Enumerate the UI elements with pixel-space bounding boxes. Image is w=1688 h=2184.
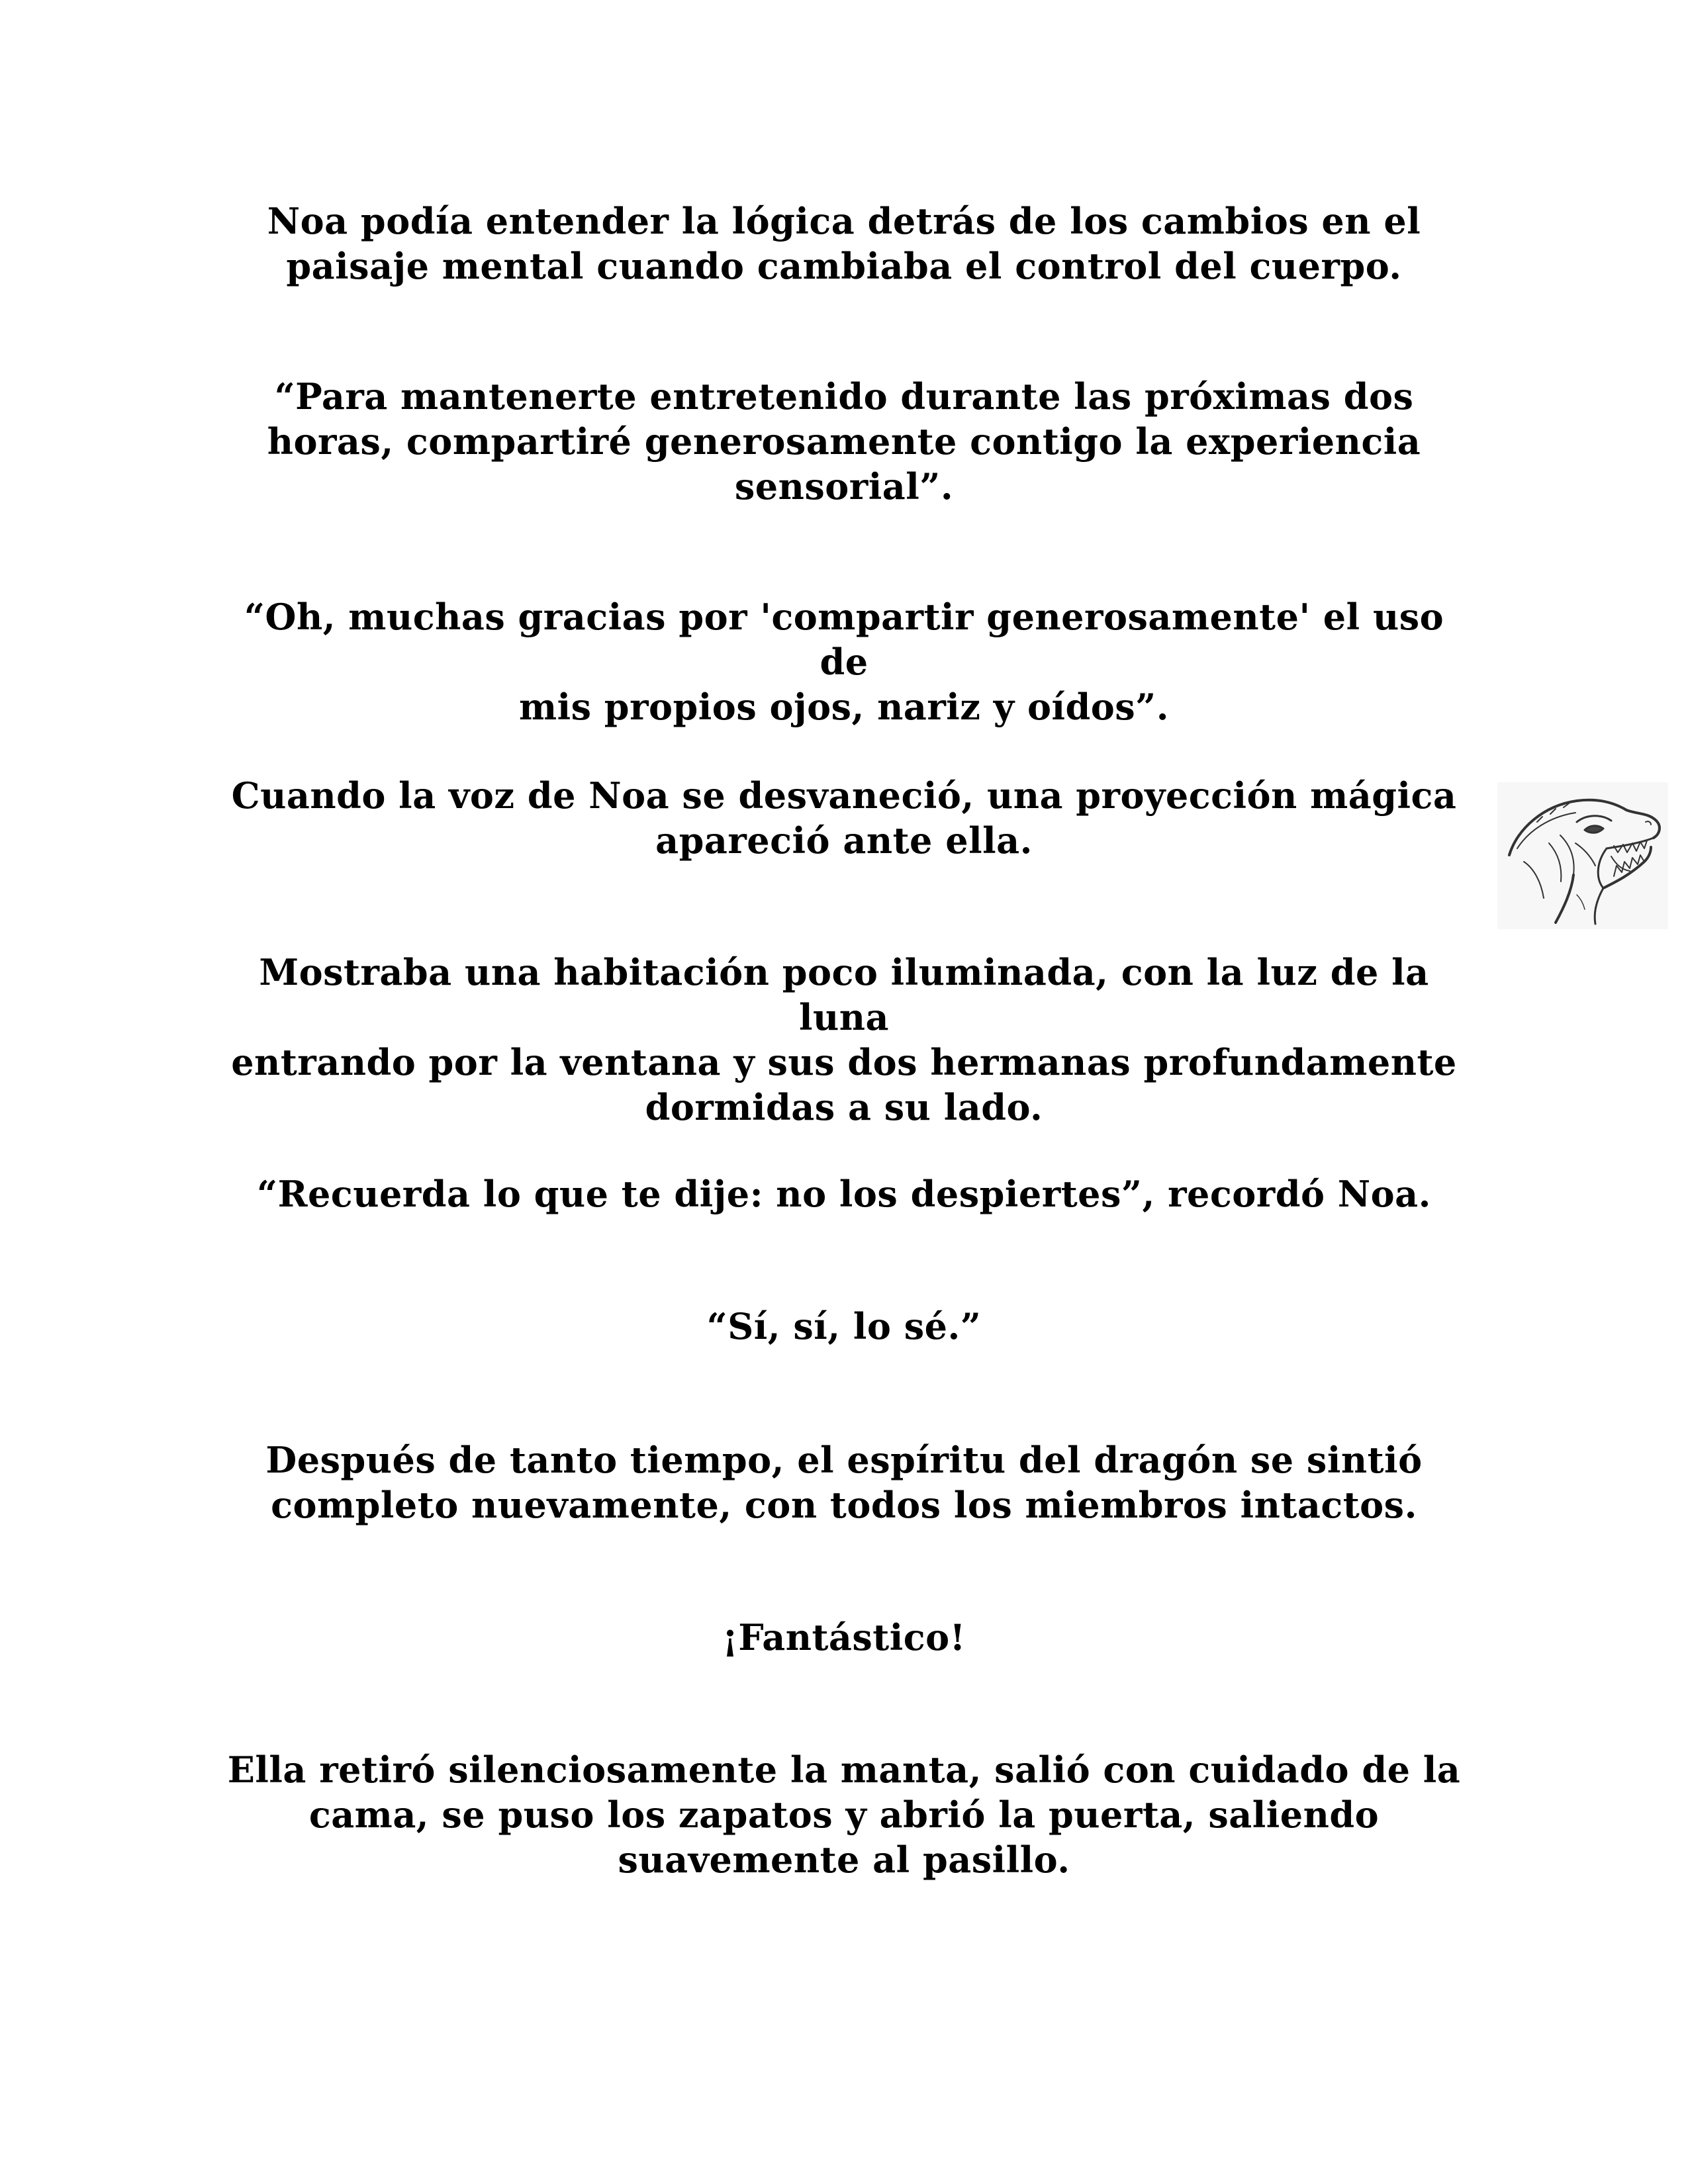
paragraph-9: ¡Fantástico!	[722, 1616, 966, 1659]
paragraph-1: Noa podía entender la lógica detrás de los cambios en el paisaje mental cuando cambiaba el control del cuerpo.	[267, 200, 1421, 287]
paragraph-3: “Oh, muchas gracias por 'compartir generosamente' el uso de mis propios ojos, nariz y oídos”.	[244, 596, 1444, 728]
paragraph-6: “Recuerda lo que te dije: no los despiertes”, recordó Noa.	[257, 1173, 1431, 1215]
paragraph-4: Cuando la voz de Noa se desvaneció, una proyección mágica apareció ante ella.	[231, 774, 1457, 862]
dragon-head-sketch-icon	[1497, 782, 1668, 929]
paragraph-10: Ella retiró silenciosamente la manta, salió con cuidado de la cama, se puso los zapatos y abrió la puerta, saliendo suavemente al pasillo.	[227, 1749, 1461, 1881]
paragraph-2: “Para mantenerte entretenido durante las próximas dos horas, compartiré generosamente contigo la experiencia sensorial”.	[267, 375, 1421, 508]
paragraph-5: Mostraba una habitación poco iluminada, con la luz de la luna entrando por la ventana y sus dos hermanas profundamente dormidas a su lado.	[231, 951, 1457, 1128]
paragraph-7: “Sí, sí, lo sé.”	[706, 1305, 982, 1347]
paragraph-8: Después de tanto tiempo, el espíritu del dragón se sintió completo nuevamente, con todos los miembros intactos.	[265, 1439, 1423, 1526]
